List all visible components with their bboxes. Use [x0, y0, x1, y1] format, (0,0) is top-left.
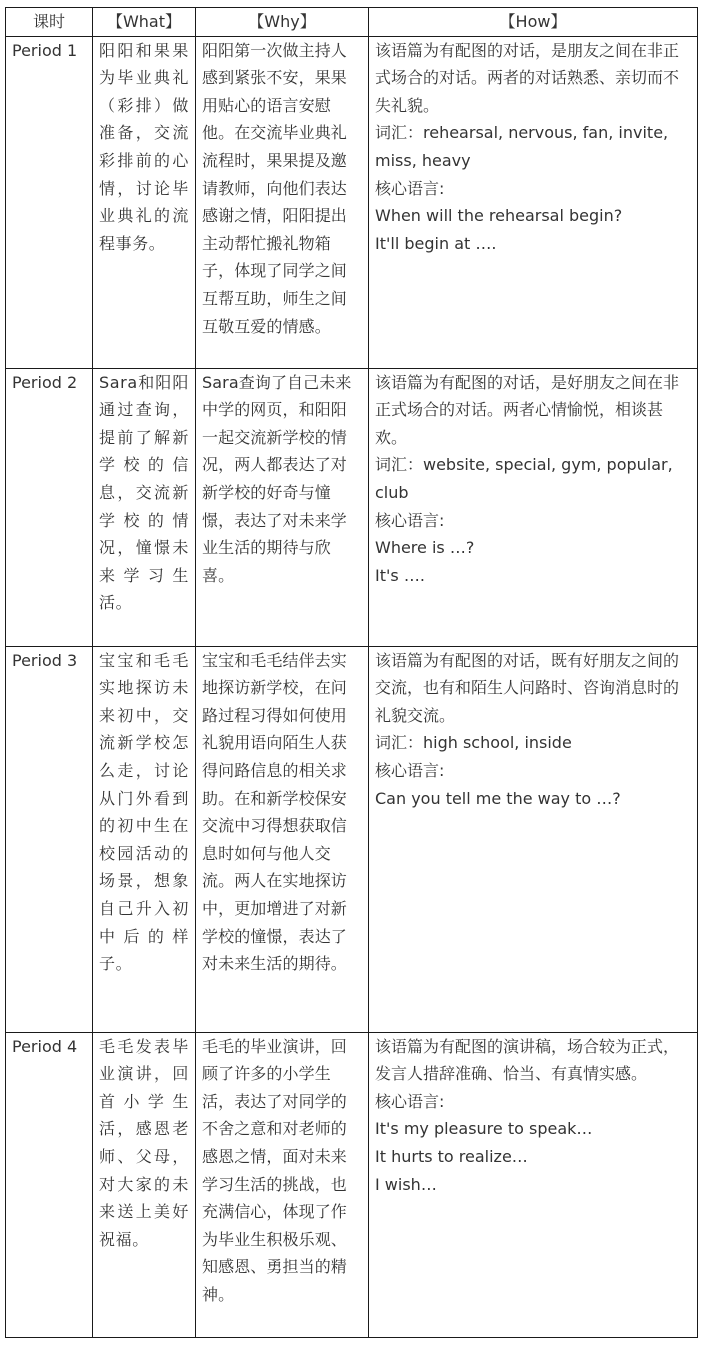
- how-line: It'll begin at ….: [375, 233, 497, 253]
- header-how: 【How】: [369, 8, 698, 37]
- how-line: 核心语言:: [375, 178, 445, 198]
- how-line: Where is …?: [375, 538, 475, 558]
- how-line: 该语篇为有配图的对话，既有好朋友之间的交流，也有和陌生人问路时、咨询消息时的礼貌交流。: [375, 650, 680, 725]
- how-cell: [369, 646, 698, 1032]
- how-line: 核心语言:: [375, 1091, 445, 1111]
- header-what: 【What】: [93, 8, 196, 37]
- how-line: It hurts to realize…: [375, 1146, 528, 1166]
- how-vocabulary: 词汇：rehearsal, nervous, fan, invite, miss, heavy: [375, 123, 669, 170]
- how-line: It's ….: [375, 565, 425, 585]
- table-row: [6, 36, 698, 368]
- what-cell: 宝宝和毛毛实地探访未来初中，交流新学校怎么走，讨论从门外看到的初中生在校园活动的场景，想象自己升入初中后的样子。: [93, 646, 196, 1032]
- table-row: [6, 1032, 698, 1337]
- how-line: 核心语言:: [375, 510, 445, 530]
- table-header-row: [6, 8, 698, 37]
- how-line: 该语篇为有配图的对话，是朋友之间在非正式场合的对话。两者的对话熟悉、亲切而不失礼貌。: [375, 40, 680, 115]
- how-cell: [369, 368, 698, 646]
- header-period: 课时: [6, 8, 93, 37]
- why-cell: 阳阳第一次做主持人感到紧张不安，果果用贴心的语言安慰他。在交流毕业典礼流程时，果果提及邀请教师，向他们表达感谢之情，阳阳提出主动帮忙搬礼物箱子，体现了同学之间互帮互助，师生之间互敬互爱的情感。: [196, 36, 369, 368]
- lesson-plan-table: [5, 7, 698, 1338]
- table-row: [6, 646, 698, 1032]
- what-cell: 毛毛发表毕业演讲，回首小学生活，感恩老师、父母，对大家的未来送上美好祝福。: [93, 1032, 196, 1337]
- how-vocabulary: 词汇：website, special, gym, popular, club: [375, 455, 673, 502]
- header-why: 【Why】: [196, 8, 369, 37]
- how-line: When will the rehearsal begin?: [375, 206, 623, 226]
- period-cell: Period 4: [6, 1032, 93, 1337]
- table-row: [6, 368, 698, 646]
- period-cell: Period 3: [6, 646, 93, 1032]
- why-cell: 宝宝和毛毛结伴去实地探访新学校，在问路过程习得如何使用礼貌用语向陌生人获得问路信息的相关求助。在和新学校保安交流中习得想获取信息时如何与他人交流。两人在实地探访中，更加增进了对新学校的憧憬，表达了对未来生活的期待。: [196, 646, 369, 1032]
- what-cell: 阳阳和果果为毕业典礼（彩排）做准备，交流彩排前的心情，讨论毕业典礼的流程事务。: [93, 36, 196, 368]
- how-line: 该语篇为有配图的对话，是好朋友之间在非正式场合的对话。两者心情愉悦，相谈甚欢。: [375, 372, 680, 447]
- how-cell: [369, 36, 698, 368]
- why-cell: 毛毛的毕业演讲，回顾了许多的小学生活，表达了对同学的不舍之意和对老师的感恩之情，面对未来学习生活的挑战，也充满信心，体现了作为毕业生积极乐观、知感恩、勇担当的精神。: [196, 1032, 369, 1337]
- how-line: 该语篇为有配图的演讲稿，场合较为正式，发言人措辞准确、恰当、有真情实感。: [375, 1036, 680, 1084]
- period-cell: Period 2: [6, 368, 93, 646]
- why-cell: Sara查询了自己未来中学的网页，和阳阳一起交流新学校的情况，两人都表达了对新学校的好奇与憧憬，表达了对未来学业生活的期待与欣喜。: [196, 368, 369, 646]
- period-cell: Period 1: [6, 36, 93, 368]
- what-cell: Sara和阳阳通过查询，提前了解新学校的信息，交流新学校的情况，憧憬未来学习生活。: [93, 368, 196, 646]
- how-line: I wish…: [375, 1174, 437, 1194]
- how-line: It's my pleasure to speak…: [375, 1119, 593, 1139]
- how-line: 核心语言:: [375, 760, 445, 780]
- how-cell: [369, 1032, 698, 1337]
- how-vocabulary: 词汇：high school, inside: [375, 733, 572, 753]
- how-line: Can you tell me the way to …?: [375, 788, 621, 808]
